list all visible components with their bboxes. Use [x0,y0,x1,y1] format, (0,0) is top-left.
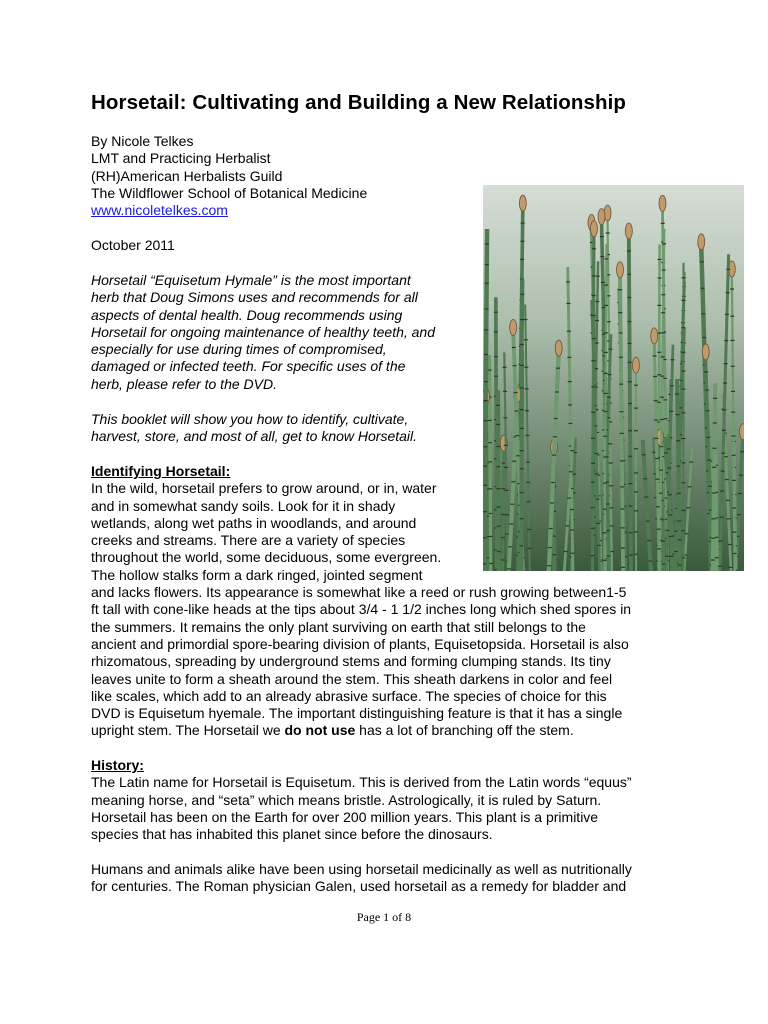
horsetail-stem [592,234,594,571]
booklet-line: This booklet will show you how to identify, cultivate, [91,411,409,427]
byline [91,133,367,271]
intro-line: Horsetail for ongoing maintenance of healthy teeth, and [91,323,436,340]
horsetail-cone [598,209,605,225]
horsetail-cone [739,424,744,440]
identifying-line: creeks and streams. There are a variety of species [91,532,406,549]
byline-credential: LMT and Practicing Herbalist [91,150,271,167]
byline-affiliation: (RH)American Herbalists Guild [91,167,283,184]
intro-line: especially for use during times of compromised, [91,341,387,358]
do-not-use-emphasis: do not use [284,722,356,739]
identifying-line: In the wild, horsetail prefers to grow around, or in, water [91,480,437,497]
horsetail-stem [498,390,499,571]
booklet-line: harvest, store, and most of all, get to know Horsetail. [91,428,418,445]
intro-line: Horsetail “Equisetum Hymale” is the most important [91,272,411,288]
history-line: meaning horse, and “seta” which means bristle. Astrologically, it is ruled by Saturn. [91,791,602,808]
horsetail-stem [484,229,487,571]
horsetail-cone [659,195,666,211]
intro-line: herb, please refer to the DVD. [91,375,277,392]
identifying-line: like scales, which add to an already abrasive surface. The species of choice for this [91,687,607,704]
identifying-line: and in somewhat sandy soils. Look for it in shady [91,497,396,514]
identifying-line: leaves unite to form a sheath around the stem. This sheath darkens in color and feel [91,670,613,687]
horsetail-cone [651,328,658,344]
intro-paragraph [91,272,435,393]
intro-line: damaged or infected teeth. For specific uses of the [91,358,406,375]
horsetail-cone [632,357,639,373]
history-line: species that has inhabited this planet since before the dinosaurs. [91,826,493,843]
history-line: The Latin name for Horsetail is Equisetum. This is derived from the Latin words “equus” [91,774,632,791]
identifying-line: wetlands, along wet paths in woodlands, and around [91,514,417,531]
identifying-last-line: upright stem. The Horsetail we do not use has a lot of branching off the stem. [91,722,574,739]
history-line: for centuries. The Roman physician Galen, used horsetail as a remedy for bladder and [91,878,627,895]
identifying-line: rhizomatous, spreading by underground stems and forming clumping stands. Its tiny [91,653,611,670]
identifying-line: DVD is Equisetum hyemale. The important distinguishing feature is that it has a single [91,705,623,722]
identifying-line: The hollow stalks form a dark ringed, jointed segment [91,566,423,583]
horsetail-cone [617,262,624,278]
horsetail-stem [489,355,490,571]
intro-line: herb that Doug Simons uses and recommends for all [91,289,418,306]
document-date: October 2011 [91,236,175,253]
page-footer: Page 1 of 8 [356,910,412,924]
horsetail-stem [713,383,716,571]
horsetail-cone [698,234,705,250]
byline-school: The Wildflower School of Botanical Medicine [91,184,368,201]
booklet-paragraph [91,411,417,446]
intro-line: aspects of dental health. Doug recommends using [91,306,403,323]
history-line: Humans and animals alike have been using horsetail medicinally as well as nutritionally [91,860,632,877]
identifying-line: ancient and primordial spore-bearing division of plants, Equisetopsida. Horsetail is also [91,635,629,652]
website-link[interactable]: www.nicoletelkes.com [91,202,228,219]
byline-author: By Nicole Telkes [91,133,194,149]
history-line: Horsetail has been on the Earth for over 200 million years. This plant is a primitive [91,808,599,825]
identifying-heading: Identifying Horsetail: [91,463,231,479]
horsetail-cone [555,340,562,356]
identifying-line: ft tall with cone-like heads at the tips about 3/4 - 1 1/2 inches long which shed spores in [91,601,632,618]
document-title: Horsetail: Cultivating and Building a New Relationship [91,91,627,114]
horsetail-stem [521,350,522,571]
horsetail-cone [702,344,709,360]
horsetail-cone [510,319,517,335]
horsetail-stem [503,448,504,571]
horsetail-plant-photo-icon [483,185,744,571]
history-section [91,757,632,895]
identifying-line: and lacks flowers. Its appearance is somewhat like a reed or rush growing between1-5 [91,584,627,601]
horsetail-photo [483,185,744,571]
horsetail-cone [625,223,632,239]
horsetail-cone [590,221,597,237]
horsetail-cone [519,195,526,211]
identifying-line: the summers. It remains the only plant surviving on earth that still belongs to the [91,618,586,635]
history-heading: History: [91,757,144,773]
identifying-line: throughout the world, some deciduous, some evergreen. [91,549,442,566]
